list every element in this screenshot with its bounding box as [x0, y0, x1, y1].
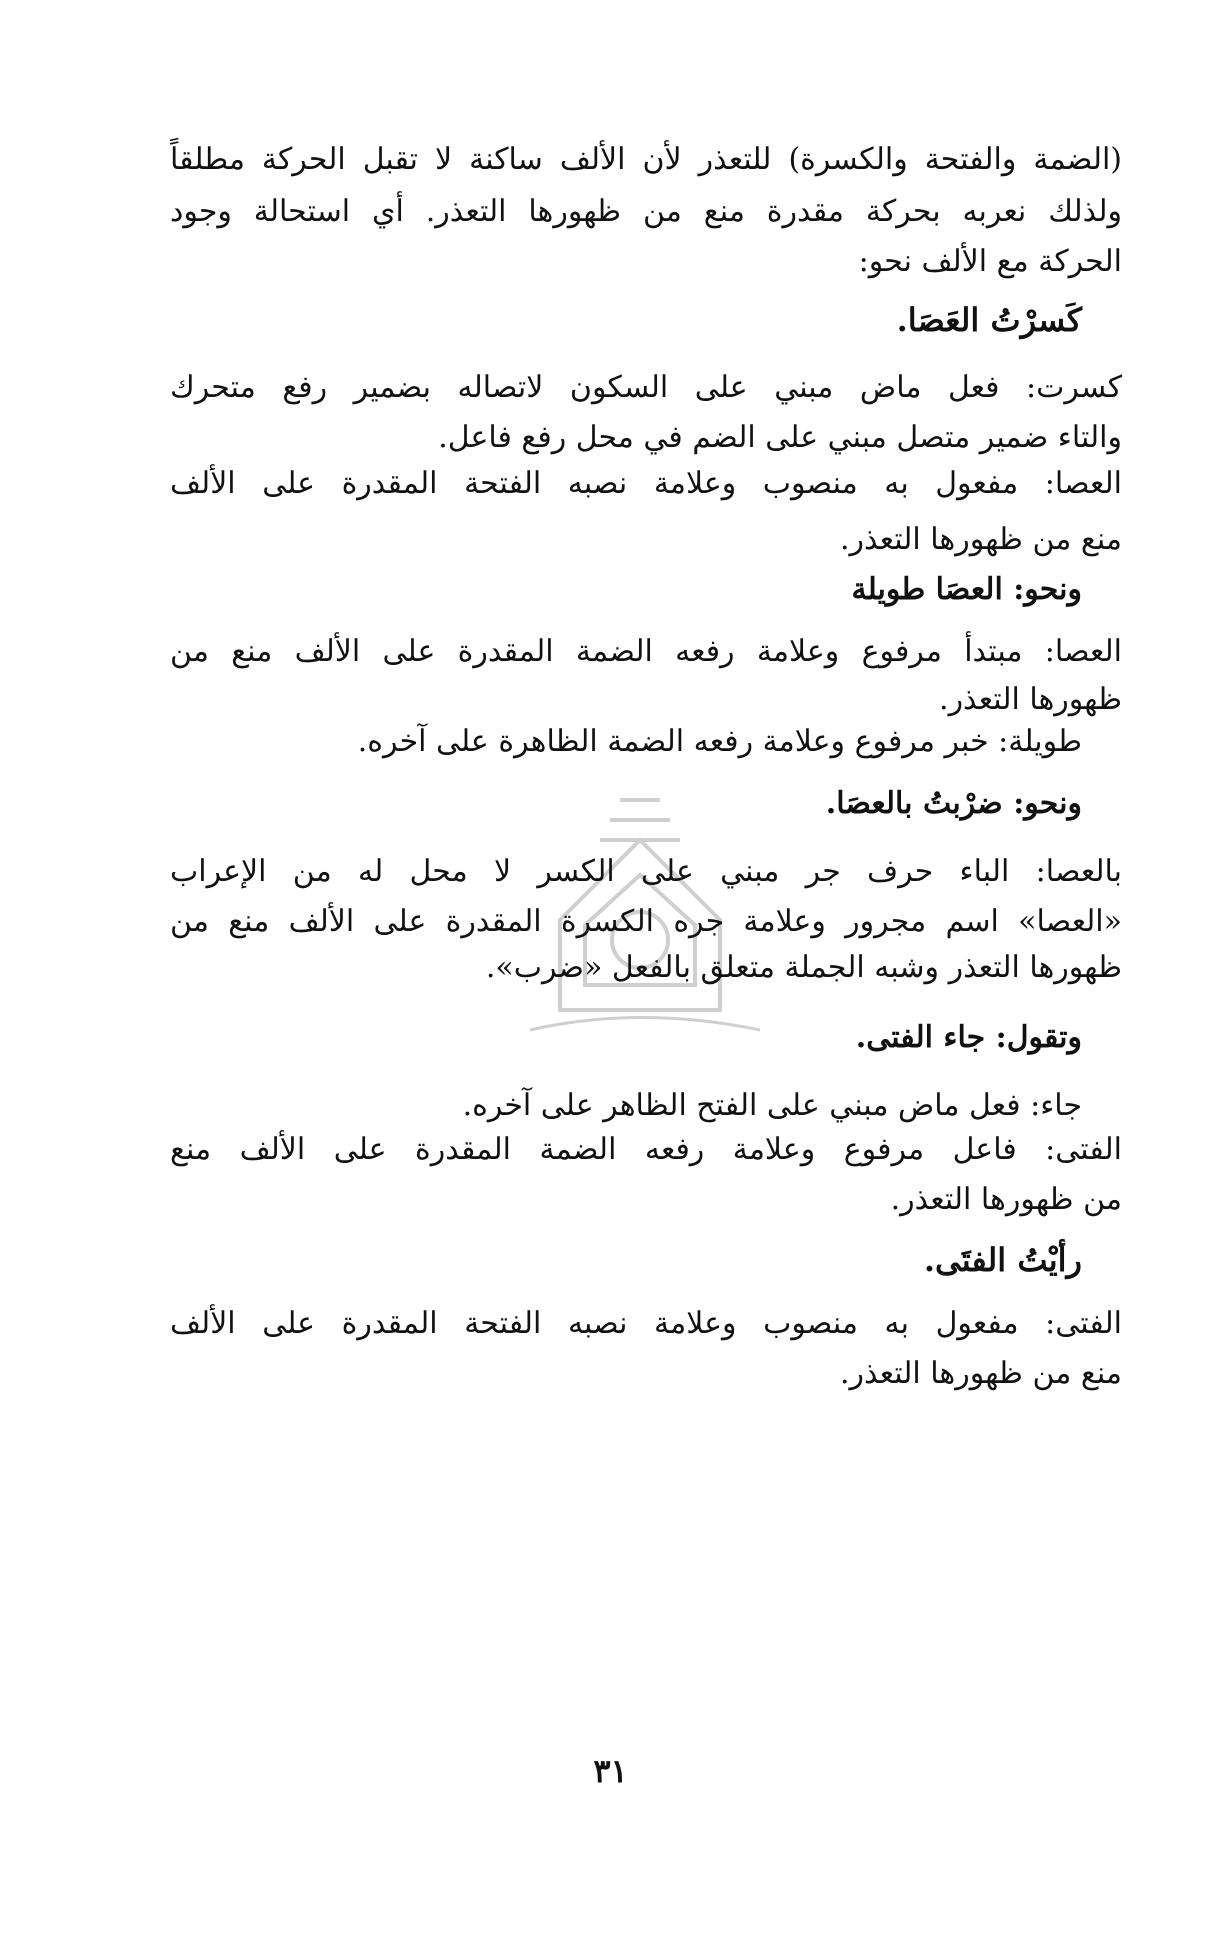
- text-line: جاء: فعل ماض مبني على الفتح الظاهر على آخره.: [462, 1088, 1082, 1123]
- text-line: طويلة: خبر مرفوع وعلامة رفعه الضمة الظاهرة على آخره.: [357, 724, 1082, 759]
- example-heading: ونحو: ضرْبتُ بالعصَا.: [825, 786, 1082, 821]
- example-heading: كَسرْتُ العَصَا.: [896, 301, 1082, 339]
- text-line: بالعصا: الباء حرف جر مبني على الكسر لا محل له من الإعراب: [170, 854, 1122, 889]
- page-number: ٣١: [593, 1752, 628, 1790]
- text-line: منع من ظهورها التعذر.: [839, 522, 1122, 557]
- text-line: من ظهورها التعذر.: [890, 1182, 1122, 1217]
- text-line: كسرت: فعل ماض مبني على السكون لاتصاله بضمير رفع متحرك: [170, 370, 1122, 405]
- example-heading: رأيْتُ الفتَى.: [923, 1241, 1082, 1279]
- text-line: والتاء ضمير متصل مبني على الضم في محل رفع فاعل.: [438, 420, 1122, 455]
- text-line: ظهورها التعذر وشبه الجملة متعلق بالفعل «ضرب».: [485, 950, 1122, 985]
- text-line: الفتى: فاعل مرفوع وعلامة رفعه الضمة المقدرة على الألف منع: [170, 1132, 1122, 1167]
- text-line: الفتى: مفعول به منصوب وعلامة نصبه الفتحة المقدرة على الألف: [170, 1306, 1122, 1341]
- example-heading: ونحو: العصَا طويلة: [851, 572, 1082, 607]
- example-heading: وتقول: جاء الفتى.: [855, 1020, 1082, 1055]
- text-line: العصا: مبتدأ مرفوع وعلامة رفعه الضمة المقدرة على الألف منع من: [170, 634, 1122, 669]
- text-line: ظهورها التعذر.: [939, 682, 1122, 717]
- text-line: «العصا» اسم مجرور وعلامة جره الكسرة المقدرة على الألف منع من: [170, 904, 1122, 939]
- text-line: (الضمة والفتحة والكسرة) للتعذر لأن الألف ساكنة لا تقبل الحركة مطلقاً: [170, 142, 1122, 177]
- text-line: الحركة مع الألف نحو:: [858, 244, 1122, 279]
- text-line: ولذلك نعربه بحركة مقدرة منع من ظهورها التعذر. أي استحالة وجود: [170, 194, 1122, 229]
- text-line: العصا: مفعول به منصوب وعلامة نصبه الفتحة المقدرة على الألف: [170, 466, 1122, 501]
- text-line: منع من ظهورها التعذر.: [839, 1356, 1122, 1391]
